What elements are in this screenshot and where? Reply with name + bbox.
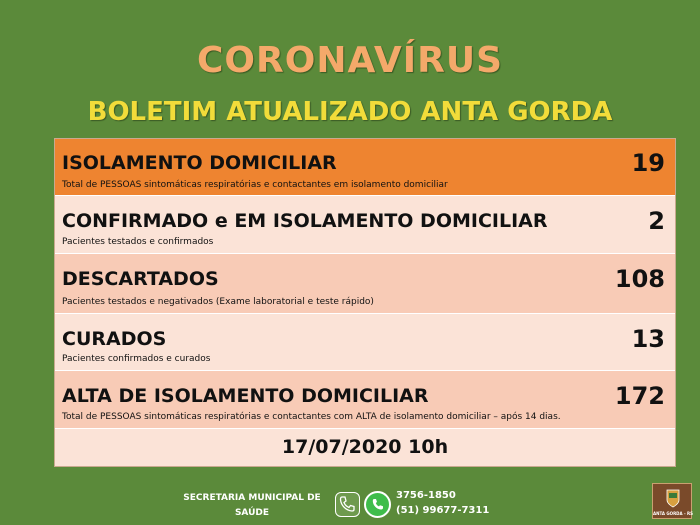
row-value: 2 — [648, 207, 665, 235]
table-row — [55, 196, 675, 254]
row-description: Pacientes confirmados e curados — [62, 354, 211, 364]
logo-text: ANTA GORDA - RS — [653, 511, 693, 516]
phone-number: 3756-1850 — [396, 490, 456, 501]
department-name: SECRETARIA MUNICIPAL DE SAÚDE — [183, 493, 321, 518]
row-value: 19 — [631, 149, 665, 177]
row-name: CONFIRMADO e EM ISOLAMENTO DOMICILIAR — [62, 210, 548, 232]
table-row — [55, 314, 675, 371]
row-description: Total de PESSOAS sintomáticas respiratórias e contactantes com ALTA de isolamento domiciliar – após 14 dias. — [62, 412, 561, 422]
page-subtitle: BOLETIM ATUALIZADO ANTA GORDA — [87, 97, 613, 127]
page-title: CORONAVÍRUS — [196, 40, 504, 81]
row-name: DESCARTADOS — [62, 268, 219, 290]
row-name: ALTA DE ISOLAMENTO DOMICILIAR — [62, 385, 429, 407]
row-description: Pacientes testados e confirmados — [62, 237, 214, 247]
row-value: 108 — [614, 265, 665, 293]
bulletin-date: 17/07/2020 10h — [55, 429, 675, 466]
row-description: Total de PESSOAS sintomáticas respiratórias e contactantes em isolamento domiciliar — [62, 180, 448, 190]
phone-icon — [335, 492, 360, 517]
municipality-logo — [652, 483, 692, 519]
table-row — [55, 371, 675, 429]
whatsapp-number: (51) 99677-7311 — [396, 505, 490, 516]
row-name: CURADOS — [62, 328, 167, 350]
row-name: ISOLAMENTO DOMICILIAR — [62, 152, 337, 174]
row-value: 13 — [631, 325, 665, 353]
bulletin-table — [54, 138, 676, 467]
row-value: 172 — [614, 382, 665, 410]
whatsapp-icon — [364, 491, 391, 518]
row-description: Pacientes testados e negativados (Exame laboratorial e teste rápido) — [62, 297, 374, 307]
contact-numbers — [396, 488, 489, 518]
table-row — [55, 139, 675, 196]
table-row — [55, 254, 675, 314]
